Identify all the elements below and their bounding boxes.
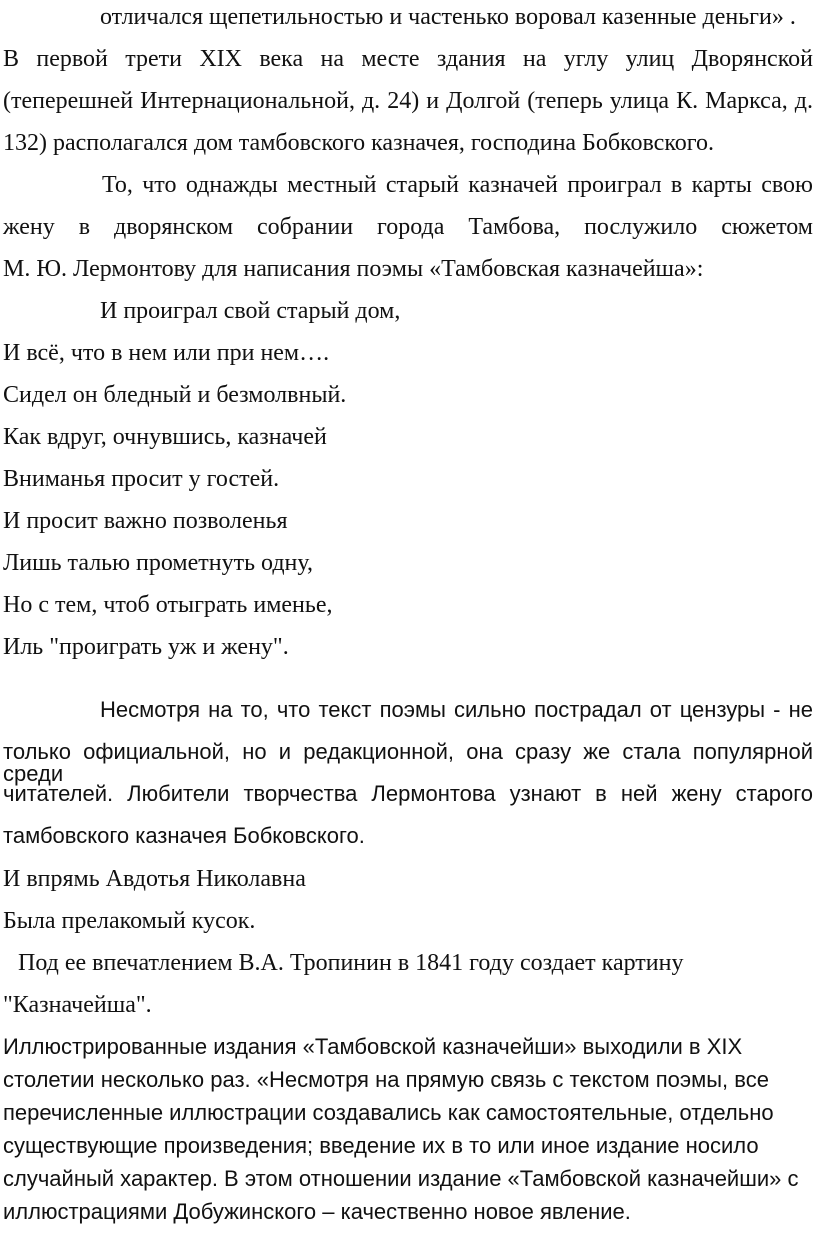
paragraph-5-line-5: случайный характер. В этом отношении издание «Тамбовской казначейши» с xyxy=(3,1166,799,1191)
paragraph-1-line-1: отличался щепетильностью и частенько воровал казенные деньги» . xyxy=(100,4,796,30)
poem-1-line-8: Но с тем, чтоб отыграть именье, xyxy=(3,592,333,618)
paragraph-5-line-4: существующие произведения; введение их в то или иное издание носило xyxy=(3,1133,759,1158)
paragraph-1-line-2: В первой трети XIX века на месте здания на углу улиц Дворянской xyxy=(3,46,813,72)
poem-1-line-3: Сидел он бледный и безмолвный. xyxy=(3,382,347,408)
poem-1-line-7: Лишь талью прометнуть одну, xyxy=(3,550,313,576)
paragraph-5-line-1: Иллюстрированные издания «Тамбовской казначейши» выходили в XIX xyxy=(3,1034,743,1059)
paragraph-2-line-1: То, что однажды местный старый казначей проиграл в карты свою xyxy=(102,172,813,198)
poem-1-line-4: Как вдруг, очнувшись, казначей xyxy=(3,424,327,450)
paragraph-1-line-3: (теперешней Интернациональной, д. 24) и Долгой (теперь улица К. Маркса, д. xyxy=(3,88,813,114)
paragraph-4-line-2: "Казначейша". xyxy=(3,992,152,1018)
paragraph-4-line-1: Под ее впечатлением В.А. Тропинин в 1841 году создает картину xyxy=(18,950,684,976)
poem-1-line-5: Вниманья просит у гостей. xyxy=(3,466,280,492)
paragraph-5-line-3: перечисленные иллюстрации создавались как самостоятельные, отдельно xyxy=(3,1100,774,1125)
paragraph-3-line-4: тамбовского казначея Бобковского. xyxy=(3,823,365,848)
paragraph-5-line-6: иллюстрациями Добужинского – качественно новое явление. xyxy=(3,1199,631,1224)
poem-1-line-9: Иль "проиграть уж и жену". xyxy=(3,634,289,660)
poem-2-line-2: Была прелакомый кусок. xyxy=(3,908,256,934)
paragraph-3-line-2: только официальной, но и редакционной, она сразу же стала популярной среди xyxy=(3,739,813,786)
paragraph-5-line-2: столетии несколько раз. «Несмотря на прямую связь с текстом поэмы, все xyxy=(3,1067,769,1092)
poem-2-line-1: И впрямь Авдотья Николавна xyxy=(3,866,306,892)
poem-1-line-2: И всё, что в нем или при нем…. xyxy=(3,340,330,366)
paragraph-3-line-1: Несмотря на то, что текст поэмы сильно пострадал от цензуры - не xyxy=(100,697,813,722)
paragraph-3-line-3: читателей. Любители творчества Лермонтова узнают в ней жену старого xyxy=(3,781,813,806)
paragraph-2-line-2: жену в дворянском собрании города Тамбова, послужило сюжетом xyxy=(3,214,813,240)
paragraph-1-line-4: 132) располагался дом тамбовского казначея, господина Бобковского. xyxy=(3,130,715,156)
poem-1-line-6: И просит важно позволенья xyxy=(3,508,288,534)
poem-1-line-1: И проиграл свой старый дом, xyxy=(100,298,401,324)
paragraph-2-line-3: М. Ю. Лермонтову для написания поэмы «Тамбовская казначейша»: xyxy=(3,256,704,282)
